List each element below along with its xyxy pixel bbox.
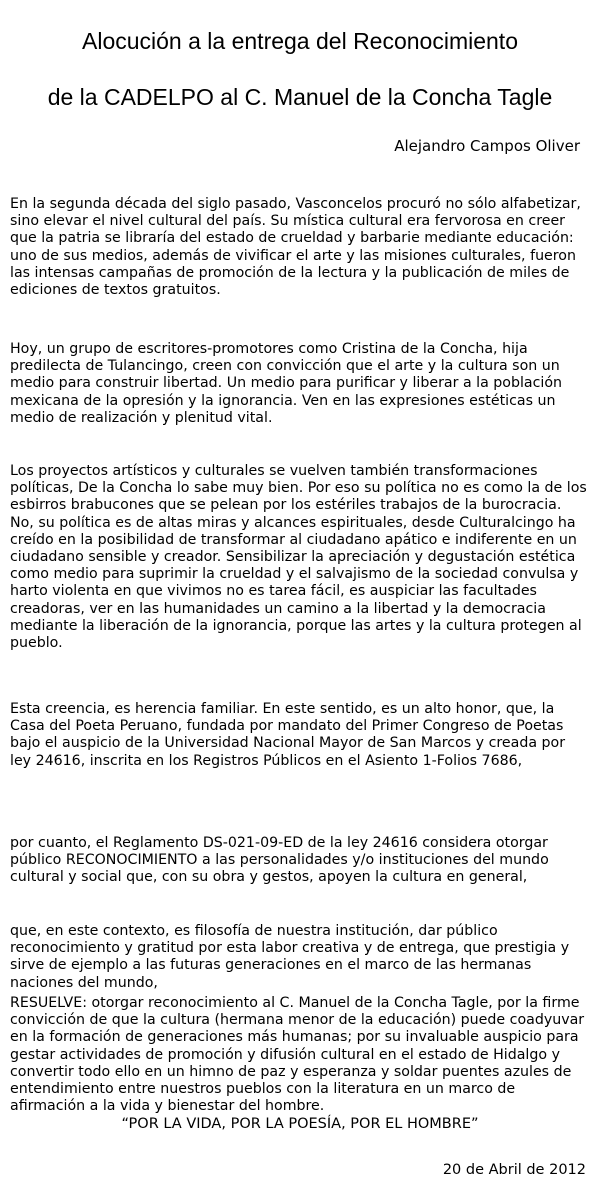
paragraph-vasconcelos: En la segunda década del siglo pasado, Vasconcelos procuró no sólo alfabetizar, sino elevar el nivel cultural del país. Su mística cultural era fervorosa en creer que la patria se libraría del estado de crueldad y barbarie mediante educación: uno de sus medios, además de vivificar el arte y las misiones culturales, fueron las intensas campañas de promoción de la lectura y la publicación de miles de ediciones de textos gratuitos. xyxy=(10,196,581,299)
paragraph-regulation: por cuanto, el Reglamento DS-021-09-ED de la ley 24616 considera otorgar público RECONOCIMIENTO a las personalidades y/o instituciones del mundo cultural y social que, con su obra y gestos, apoyen la cultura en general, xyxy=(10,835,549,886)
author-name: Alejandro Campos Oliver xyxy=(394,137,580,155)
document-title-line-2: de la CADELPO al C. Manuel de la Concha Tagle xyxy=(47,84,553,110)
paragraph-resolution: RESUELVE: otorgar reconocimiento al C. Manuel de la Concha Tagle, por la firme convicción de que la cultura (hermana menor de la educación) puede coadyuvar en la formación de generaciones más humanas; por su invaluable auspicio para gestar actividades de promoción y difusión cultural en el estado de Hidalgo y convertir todo ello en un himno de paz y esperanza y soldar puentes azules de entendimiento entre nuestros pueblos con la literatura en un marco de afirmación a la vida y bienestar del hombre. xyxy=(10,995,585,1115)
document-title-line-1: Alocución a la entrega del Reconocimiento xyxy=(82,28,518,54)
closing-motto: “POR LA VIDA, POR LA POESÍA, POR EL HOMBRE” xyxy=(121,1116,479,1132)
document-date: 20 de Abril de 2012 xyxy=(442,1162,586,1178)
paragraph-writers-promoters: Hoy, un grupo de escritores-promotores como Cristina de la Concha, hija predilecta de Tulancingo, creen con convicción que el arte y la cultura son un medio para construir libertad. Un medio para purificar y liberar a la población mexicana de la opresión y la ignorancia. Ven en las expresiones estéticas un medio de realización y plenitud vital. xyxy=(10,341,563,426)
paragraph-cultural-projects: Los proyectos artísticos y culturales se vuelven también transformaciones políticas, De la Concha lo sabe muy bien. Por eso su política no es como la de los esbirros brabucones que se pelean por los estériles trabajos de la burocracia. No, su política es de altas miras y alcances espirituales, desde Culturalcingo ha creído en la posibilidad de transformar al ciudadano apático e indiferente en un ciudadano sensible y creador. Sensibilizar la apreciación y degustación estética como medio para suprimir la crueldad y el salvajismo de la sociedad convulsa y harto violenta en que vivimos no es tarea fácil, es auspiciar las facultades creadoras, ver en las humanidades un camino a la libertad y la democracia mediante la liberación de la ignorancia, porque las artes y la cultura protegen al pueblo. xyxy=(10,463,587,652)
paragraph-family-heritage: Esta creencia, es herencia familiar. En este sentido, es un alto honor, que, la Casa del Poeta Peruano, fundada por mandato del Primer Congreso de Poetas bajo el auspicio de la Universidad Nacional Mayor de San Marcos y creada por ley 24616, inscrita en los Registros Públicos en el Asiento 1-Folios 7686, xyxy=(10,701,566,769)
paragraph-institution-philosophy: que, en este contexto, es filosofía de nuestra institución, dar público reconocimiento y gratitud por esta labor creativa y de entrega, que prestigia y sirve de ejemplo a las futuras generaciones en el marco de las hermanas naciones del mundo, xyxy=(10,923,570,991)
